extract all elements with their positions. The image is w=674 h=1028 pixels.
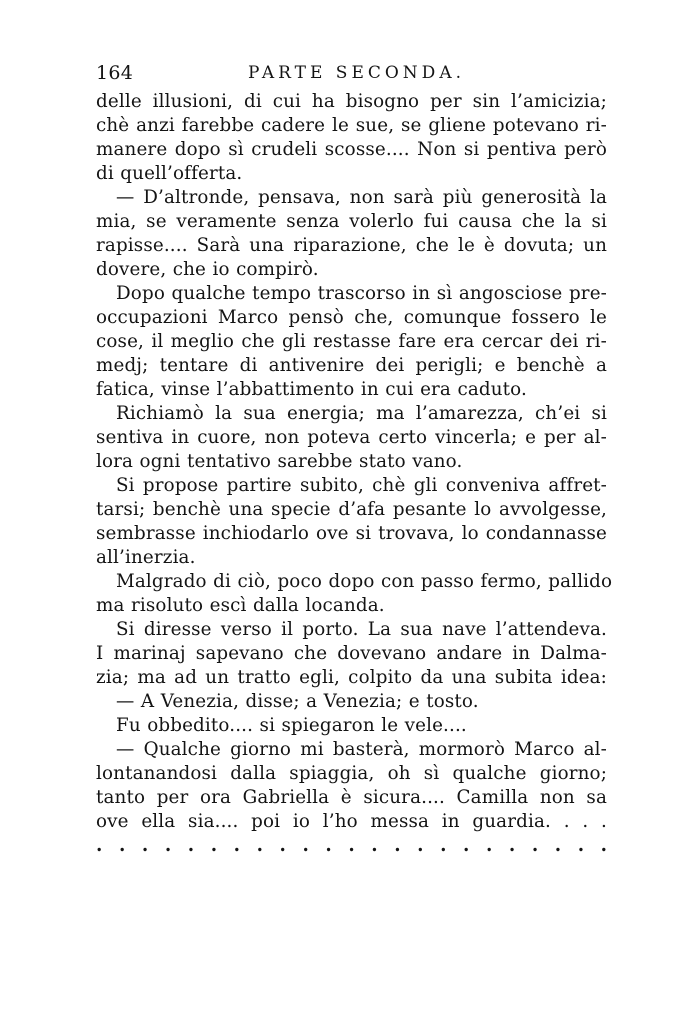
body-text <box>96 90 613 858</box>
text-line: sembrasse inchiodarlo ove si trovava, lo condannasse <box>96 523 607 544</box>
text-line: mia, se veramente senza volerlo fui causa che la si <box>96 211 607 232</box>
text-line: Richiamò la sua energia; ma l’amarezza, ch’ei si <box>116 403 607 424</box>
text-line: medj; tentare di antivenire dei perigli; e benchè a <box>96 355 607 376</box>
paragraph <box>96 90 607 186</box>
paragraph <box>96 618 607 738</box>
paragraph <box>96 474 607 570</box>
ellipsis-line: . . . . . . . . . . . . . . . . . . . . . . . <box>96 835 607 856</box>
text-line: sentiva in cuore, non poteva certo vincerla; e per al- <box>96 427 607 448</box>
text-line: — Qualche giorno mi basterà, mormorò Marco al- <box>116 739 607 760</box>
text-line: tarsi; benchè una specie d’afa pesante lo avvolgesse, <box>96 499 607 520</box>
text-line: chè anzi farebbe cadere le sue, se gliene potevano ri- <box>96 115 607 136</box>
text-line: zia; ma ad un tratto egli, colpito da una subita idea: <box>96 667 607 688</box>
text-line: Fu obbedito.... si spiegaron le vele.... <box>116 715 467 736</box>
paragraph <box>96 282 607 402</box>
text-line: di quell’offerta. <box>96 163 243 184</box>
paragraph <box>96 570 613 618</box>
paragraph <box>96 402 607 474</box>
text-line: dovere, che io compirò. <box>96 259 319 280</box>
text-line: I marinaj sapevano che dovevano andare in Dalma- <box>96 643 607 664</box>
text-line: ove ella sia.... poi io l’ho messa in guardia. . . . <box>96 811 607 832</box>
text-line: Si diresse verso il porto. La sua nave l’attendeva. <box>116 619 607 640</box>
text-line: occupazioni Marco pensò che, comunque fossero le <box>96 307 607 328</box>
paragraph <box>96 738 607 858</box>
text-line: — D’altronde, pensava, non sarà più generosità la <box>116 187 607 208</box>
text-line: delle illusioni, di cui ha bisogno per sin l’amicizia; <box>96 91 607 112</box>
text-line: Dopo qualche tempo trascorso in sì angosciose pre- <box>116 283 607 304</box>
paragraph <box>96 186 607 282</box>
text-line: manere dopo sì crudeli scosse.... Non si pentiva però <box>96 139 607 160</box>
text-line: Si propose partire subito, chè gli conveniva affret- <box>116 475 607 496</box>
page-number: 164 <box>96 62 134 84</box>
text-line: lontanandosi dalla spiaggia, oh sì qualche giorno; <box>96 763 607 784</box>
text-line: — A Venezia, disse; a Venezia; e tosto. <box>116 691 479 712</box>
running-title: PARTE SECONDA. <box>248 63 465 83</box>
text-line: rapisse.... Sarà una riparazione, che le è dovuta; un <box>96 235 607 256</box>
text-line: lora ogni tentativo sarebbe stato vano. <box>96 451 463 472</box>
text-line: all’inerzia. <box>96 547 196 568</box>
text-line: Malgrado di ciò, poco dopo con passo fermo, pallido <box>116 571 613 592</box>
text-line: ma risoluto escì dalla locanda. <box>96 595 385 616</box>
text-line: cose, il meglio che gli restasse fare era cercar dei ri- <box>96 331 607 352</box>
text-line: fatica, vinse l’abbattimento in cui era caduto. <box>96 379 527 400</box>
text-line: tanto per ora Gabriella è sicura.... Camilla non sa <box>96 787 607 808</box>
